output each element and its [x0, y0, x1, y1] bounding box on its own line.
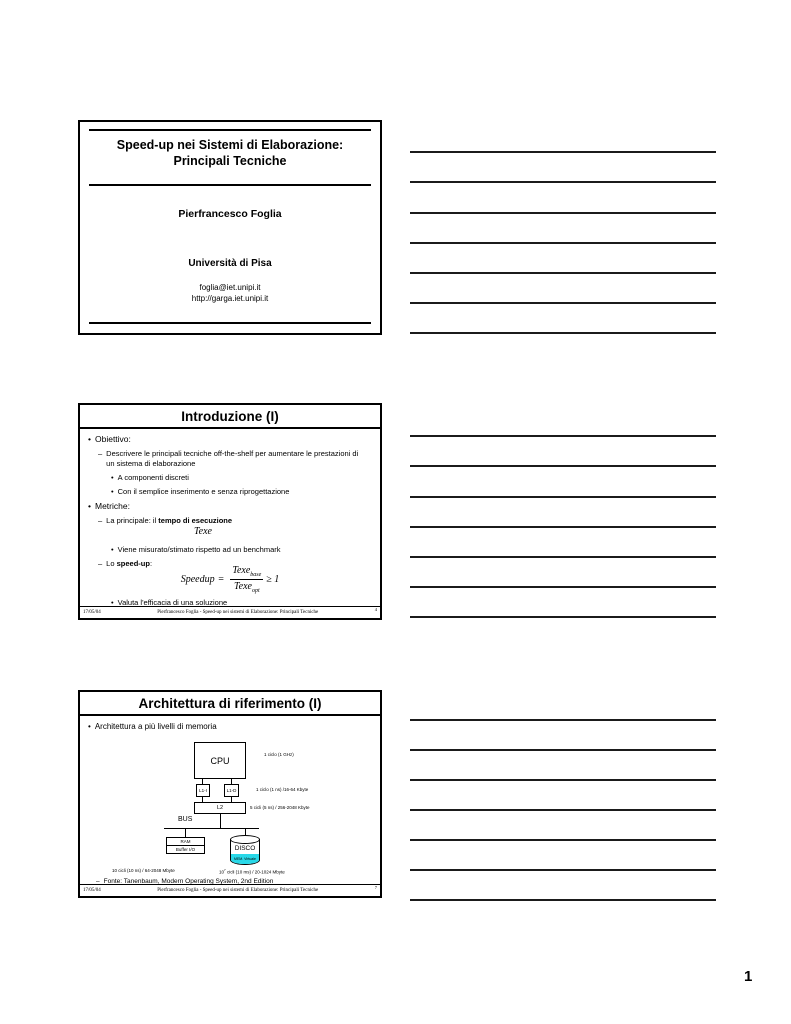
bullet-marker: •: [111, 473, 114, 482]
l2-cache-box: L2: [194, 802, 246, 814]
note-line: [410, 809, 716, 811]
formula-fraction: [230, 565, 263, 594]
bullet-text: Con il semplice inserimento e senza riprogettazione: [117, 487, 290, 496]
deck-title-line2: Principali Tecniche: [173, 153, 287, 168]
bullet-text: [106, 516, 232, 526]
bullet-obiettivo: [88, 434, 131, 444]
note-line: [410, 779, 716, 781]
footer-slide-number: 4: [374, 607, 377, 612]
note-line: [410, 839, 716, 841]
bullet-text: Valuta l'efficacia di una soluzione: [117, 598, 228, 607]
deck-title-line1: Speed-up nei Sistemi di Elaborazione:: [116, 138, 344, 152]
bullet-inserimento: [111, 487, 289, 496]
l1-speed-label: 1 ciclo (1 ns) /16-64 Kbyte: [256, 787, 309, 792]
note-line: [410, 749, 716, 751]
note-line: [410, 212, 716, 214]
disk-speed-exponent: 7: [224, 868, 226, 872]
formula-equals: =: [217, 574, 225, 585]
disk-label: DISCO: [234, 845, 256, 852]
dash-marker: –: [96, 878, 100, 885]
bullet-architettura: [88, 722, 217, 731]
connector-line: [185, 828, 186, 837]
note-line: [410, 526, 716, 528]
slide-architettura: [78, 690, 382, 898]
disk-speed-label: [219, 868, 285, 875]
affiliation: Università di Pisa: [188, 258, 272, 269]
dash-marker: –: [98, 559, 103, 568]
formula-lhs: Speedup: [180, 574, 215, 585]
denominator-text: Texe: [233, 581, 252, 592]
bullet-text-bold: speed-up: [116, 559, 150, 568]
ram-speed-label: 10 cicli (10 ns) / 64-2048 Mbyte: [112, 868, 175, 873]
bullet-componenti: [111, 473, 189, 482]
texe-symbol: Texe: [194, 526, 212, 537]
note-line: [410, 272, 716, 274]
formula-denominator: [234, 580, 260, 594]
bus-label: BUS: [178, 816, 193, 823]
cpu-box: CPU: [194, 742, 246, 779]
bullet-marker: •: [111, 487, 114, 496]
connector-line: [245, 828, 246, 835]
footer-date: 17/05/04: [83, 610, 101, 615]
note-line: [410, 435, 716, 437]
slide-footer: [80, 606, 380, 618]
buffer-io-cell: Buffer I/O: [166, 845, 205, 854]
cpu-speed-label: 1 ciclo (1 GHz): [264, 752, 294, 757]
divider: [89, 322, 371, 324]
deck-title: [80, 138, 380, 169]
bullet-text-prefix: La principale: il: [106, 516, 159, 525]
bullet-marker: •: [88, 501, 91, 511]
disk-speed-rest: cicli (10 ms) / 20-1024 Mbyte: [225, 869, 285, 875]
dash-marker: –: [98, 516, 103, 525]
l1i-cache-box: L1-I: [196, 784, 210, 797]
note-line: [410, 869, 716, 871]
formula-numerator: [230, 565, 263, 580]
slide-title: Introduzione (I): [80, 405, 380, 429]
denominator-subscript: opt: [251, 588, 260, 594]
footer-slide-number: 7: [374, 885, 377, 890]
note-line: [410, 899, 716, 901]
note-line: [410, 242, 716, 244]
ram-cell: RAM: [166, 837, 205, 846]
formula-comparison: ≥ 1: [266, 574, 280, 585]
note-line: [410, 496, 716, 498]
bullet-text: A componenti discreti: [117, 473, 189, 482]
bullet-text: Fonte: Tanenbaum, Modern Operating System, 2nd Edition: [103, 878, 274, 885]
footer-attribution: Pierfrancesco Foglia - Speed-up nei sistemi di Elaborazione: Principali Tecniche: [157, 610, 319, 615]
footer-attribution: Pierfrancesco Foglia - Speed-up nei sistemi di Elaborazione: Principali Tecniche: [157, 888, 319, 893]
bullet-text: Architettura a più livelli di memoria: [94, 722, 217, 731]
l2-speed-label: 5 cicli (5 ns) / 256-2048 Kbyte: [250, 805, 310, 810]
note-line: [410, 465, 716, 467]
author-email: foglia@iet.unipi.it: [199, 283, 261, 292]
bullet-text: Obiettivo:: [94, 434, 131, 444]
author-url: http://garga.iet.unipi.it: [191, 294, 269, 303]
bullet-text-suffix: :: [149, 559, 153, 568]
bullet-marker: •: [88, 722, 91, 731]
note-line: [410, 181, 716, 183]
bullet-benchmark: [111, 545, 281, 554]
divider: [89, 129, 371, 131]
footer-date: 17/05/04: [83, 888, 101, 893]
bullet-marker: •: [111, 545, 114, 554]
connector-line: [220, 814, 221, 828]
note-line: [410, 556, 716, 558]
bullet-text: Metriche:: [94, 501, 130, 511]
disk-cylinder: [230, 835, 260, 865]
slide-footer: [80, 884, 380, 896]
note-line: [410, 151, 716, 153]
note-line: [410, 332, 716, 334]
numerator-subscript: base: [250, 572, 262, 578]
author-name: Pierfrancesco Foglia: [178, 208, 282, 220]
bullet-text-bold: tempo di esecuzione: [158, 516, 233, 525]
speedup-formula: [80, 565, 380, 594]
note-line: [410, 616, 716, 618]
slide-introduzione: [78, 403, 382, 620]
bullet-marker: •: [111, 598, 114, 607]
slide-title-card: [78, 120, 382, 335]
bullet-text: Viene misurato/stimato rispetto ad un benchmark: [117, 545, 281, 554]
disk-speed-base: 10: [219, 869, 225, 875]
page-number: 1: [744, 968, 753, 985]
bullet-text: Descrivere le principali tecniche off-the-shelf per aumentare le prestazioni di un sistema di elaborazione: [106, 449, 359, 468]
contact-block: [80, 282, 380, 304]
note-line: [410, 302, 716, 304]
numerator-text: Texe: [232, 565, 251, 576]
note-line: [410, 586, 716, 588]
slide-title: Architettura di riferimento (I): [80, 692, 380, 716]
note-line: [410, 719, 716, 721]
l1d-cache-box: L1-D: [224, 784, 239, 797]
bullet-marker: •: [88, 434, 91, 444]
bullet-metriche: [88, 501, 130, 511]
bullet-principale: [98, 516, 232, 526]
bullet-descrivere: [98, 449, 366, 468]
disk-band: MEM. Virtuale: [231, 854, 259, 864]
disk-top-ellipse: [230, 835, 260, 844]
divider: [89, 184, 371, 186]
dash-marker: –: [98, 449, 103, 458]
bullet-text-prefix: Lo: [106, 559, 117, 568]
